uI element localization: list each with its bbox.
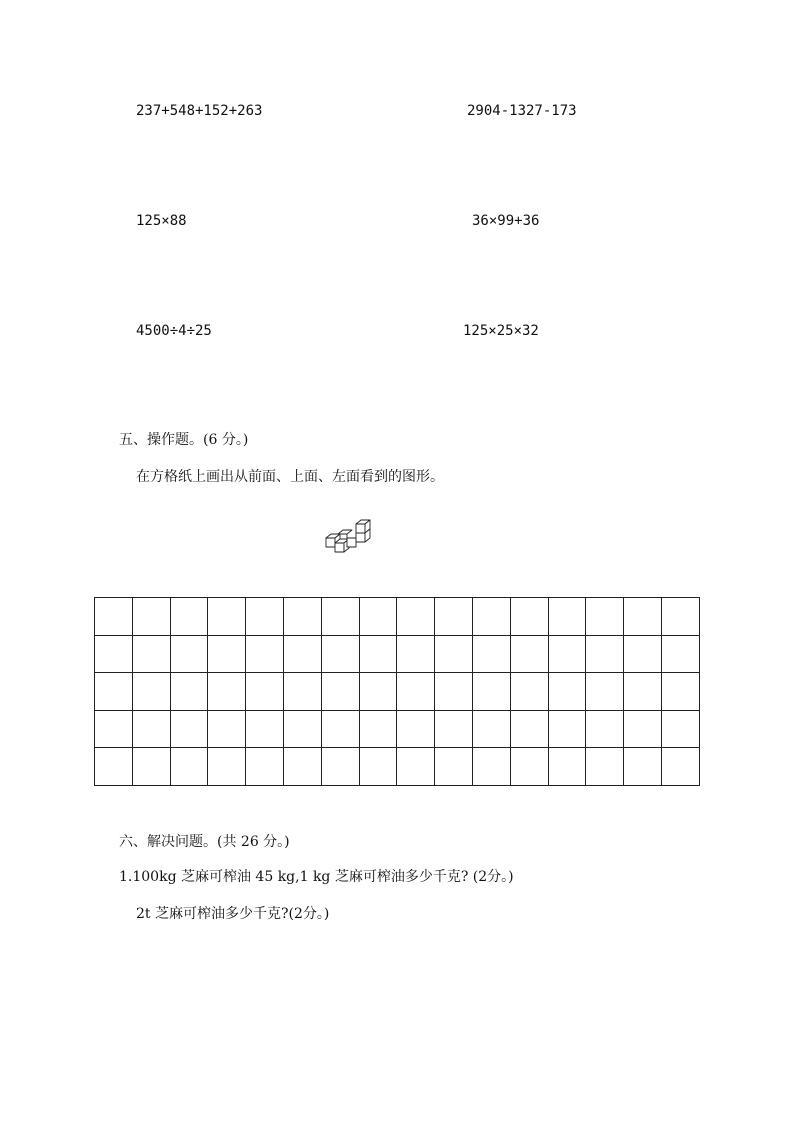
section5-heading: 五、操作题。(6 分。) [119,432,249,448]
question-1-line-1: 1.100kg 芝麻可榨油 45 kg,1 kg 芝麻可榨油多少千克? (2分。) [119,869,514,885]
grid-cell[interactable] [510,635,548,673]
grid-cell[interactable] [624,710,662,748]
grid-cell[interactable] [246,598,284,636]
grid-cell[interactable] [170,710,208,748]
grid-cell[interactable] [661,598,699,636]
grid-cell[interactable] [132,748,170,786]
calc-3-right: 125×25×32 [463,323,539,339]
grid-cell[interactable] [624,748,662,786]
grid-cell[interactable] [132,598,170,636]
grid-row [95,673,700,711]
grid-cell[interactable] [208,748,246,786]
grid-cell[interactable] [321,635,359,673]
grid-cell[interactable] [95,673,133,711]
grid-row [95,598,700,636]
grid-cell[interactable] [170,598,208,636]
grid-cell[interactable] [472,748,510,786]
grid-cell[interactable] [661,635,699,673]
grid-cell[interactable] [321,673,359,711]
grid-cell[interactable] [321,710,359,748]
grid-cell[interactable] [435,710,473,748]
grid-cell[interactable] [359,598,397,636]
question-1-line-2: 2t 芝麻可榨油多少千克?(2分。) [136,906,330,922]
grid-cell[interactable] [435,748,473,786]
grid-cell[interactable] [95,748,133,786]
grid-cell[interactable] [586,635,624,673]
grid-cell[interactable] [510,673,548,711]
calc-2-right: 36×99+36 [472,213,540,229]
square-grid-paper[interactable] [94,597,700,786]
grid-cell[interactable] [321,748,359,786]
grid-cell[interactable] [397,635,435,673]
grid-row [95,748,700,786]
grid-cell[interactable] [95,598,133,636]
grid-cell[interactable] [510,598,548,636]
grid-cell[interactable] [548,748,586,786]
grid-cell[interactable] [95,710,133,748]
calc-2-left: 125×88 [136,213,187,229]
grid-cell[interactable] [472,598,510,636]
grid-cell[interactable] [246,710,284,748]
grid-cell[interactable] [132,710,170,748]
grid-cell[interactable] [661,673,699,711]
grid-cell[interactable] [548,635,586,673]
grid-cell[interactable] [283,598,321,636]
grid-cell[interactable] [283,710,321,748]
grid-cell[interactable] [586,673,624,711]
grid-cell[interactable] [359,748,397,786]
grid-cell[interactable] [208,598,246,636]
grid-cell[interactable] [246,748,284,786]
calc-1-right: 2904-1327-173 [467,103,577,119]
grid-cell[interactable] [472,673,510,711]
calc-3-left: 4500÷4÷25 [136,323,212,339]
grid-cell[interactable] [397,598,435,636]
grid-cell[interactable] [170,673,208,711]
grid-cell[interactable] [586,748,624,786]
grid-cell[interactable] [397,710,435,748]
grid-cell[interactable] [170,748,208,786]
grid-cell[interactable] [283,748,321,786]
grid-cell[interactable] [586,710,624,748]
grid-cell[interactable] [435,673,473,711]
grid-cell[interactable] [397,748,435,786]
grid-cell[interactable] [472,635,510,673]
grid-cell[interactable] [132,635,170,673]
grid-cell[interactable] [359,710,397,748]
grid-row [95,635,700,673]
grid-cell[interactable] [208,673,246,711]
grid-cell[interactable] [661,748,699,786]
grid-cell[interactable] [472,710,510,748]
grid-cell[interactable] [359,673,397,711]
grid-cell[interactable] [548,710,586,748]
grid-cell[interactable] [359,635,397,673]
grid-cell[interactable] [435,598,473,636]
grid-cell[interactable] [624,673,662,711]
grid-cell[interactable] [170,635,208,673]
grid-cell[interactable] [132,673,170,711]
grid-cell[interactable] [586,598,624,636]
grid-cell[interactable] [397,673,435,711]
grid-cell[interactable] [624,598,662,636]
section6-heading: 六、解决问题。(共 26 分。) [119,834,290,850]
grid-cell[interactable] [624,635,662,673]
grid-cell[interactable] [435,635,473,673]
grid-cell[interactable] [661,710,699,748]
grid-cell[interactable] [548,673,586,711]
grid-cell[interactable] [208,710,246,748]
grid-cell[interactable] [246,635,284,673]
grid-cell[interactable] [95,635,133,673]
grid-cell[interactable] [548,598,586,636]
grid-cell[interactable] [321,598,359,636]
cube-stack-figure [324,514,374,554]
grid-cell[interactable] [510,748,548,786]
calc-1-left: 237+548+152+263 [136,103,263,119]
grid-cell[interactable] [208,635,246,673]
grid-cell[interactable] [283,673,321,711]
grid-cell[interactable] [510,710,548,748]
grid-row [95,710,700,748]
grid-cell[interactable] [283,635,321,673]
grid-cell[interactable] [246,673,284,711]
section5-instruction: 在方格纸上画出从前面、上面、左面看到的图形。 [136,469,444,485]
